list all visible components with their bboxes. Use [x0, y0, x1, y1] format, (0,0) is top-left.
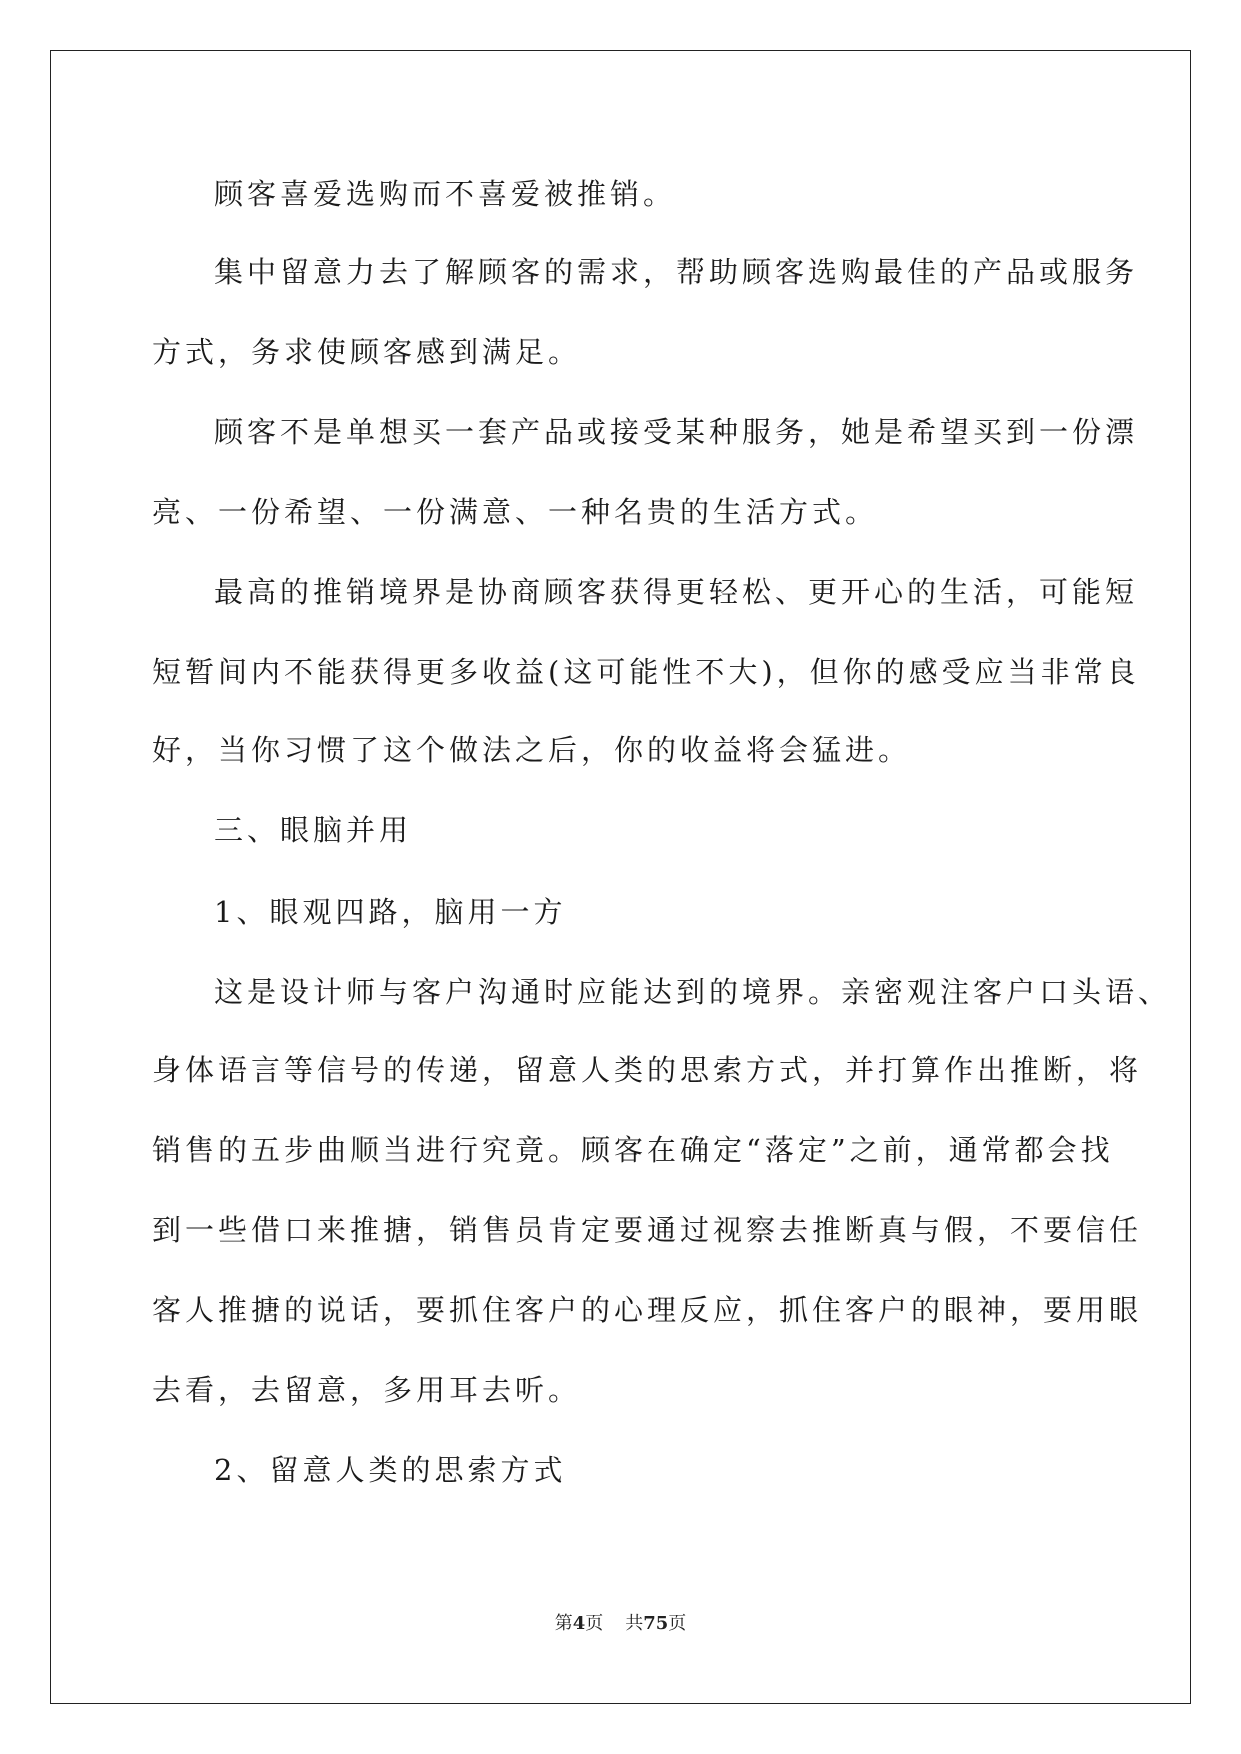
page-footer — [0, 1612, 1241, 1636]
paragraph-line: 这是设计师与客户沟通时应能达到的境界。亲密观注客户口头语、 — [214, 975, 1172, 1009]
paragraph-line: 客人推搪的说话，要抓住客户的心理反应，抓住客户的眼神，要用眼 — [152, 1293, 1143, 1327]
page-prefix: 第 — [554, 1613, 573, 1634]
total-suffix: 页 — [668, 1613, 687, 1634]
page-number: 4 — [572, 1613, 586, 1634]
paragraph-line: 方式，务求使顾客感到满足。 — [152, 335, 582, 369]
paragraph-line: 短暂间内不能获得更多收益(这可能性不大)，但你的感受应当非常良 — [152, 655, 1140, 689]
section-heading: 三、眼脑并用 — [214, 813, 413, 847]
paragraph-line: 身体语言等信号的传递，留意人类的思索方式，并打算作出推断，将 — [152, 1053, 1143, 1087]
paragraph-line: 到一些借口来推搪，销售员肯定要通过视察去推断真与假，不要信任 — [152, 1213, 1143, 1247]
paragraph-line: 去看，去留意，多用耳去听。 — [152, 1373, 582, 1407]
total-pages: 75 — [643, 1613, 669, 1634]
page-suffix: 页 — [585, 1613, 604, 1634]
paragraph-line: 最高的推销境界是协商顾客获得更轻松、更开心的生活，可能短 — [214, 575, 1139, 609]
paragraph-line: 亮、一份希望、一份满意、一种名贵的生活方式。 — [152, 495, 879, 529]
paragraph-line: 顾客喜爱选购而不喜爱被推销。 — [214, 177, 677, 211]
subsection-heading: 2、留意人类的思索方式 — [214, 1453, 567, 1487]
paragraph-line: 好，当你习惯了这个做法之后，你的收益将会猛进。 — [152, 733, 912, 767]
paragraph-line: 顾客不是单想买一套产品或接受某种服务，她是希望买到一份漂 — [214, 415, 1139, 449]
total-prefix: 共 — [625, 1613, 644, 1634]
paragraph-line: 销售的五步曲顺当进行究竟。顾客在确定“落定”之前，通常都会找 — [152, 1133, 1114, 1167]
subsection-heading: 1、眼观四路，脑用一方 — [214, 895, 567, 929]
paragraph-line: 集中留意力去了解顾客的需求，帮助顾客选购最佳的产品或服务 — [214, 255, 1139, 289]
